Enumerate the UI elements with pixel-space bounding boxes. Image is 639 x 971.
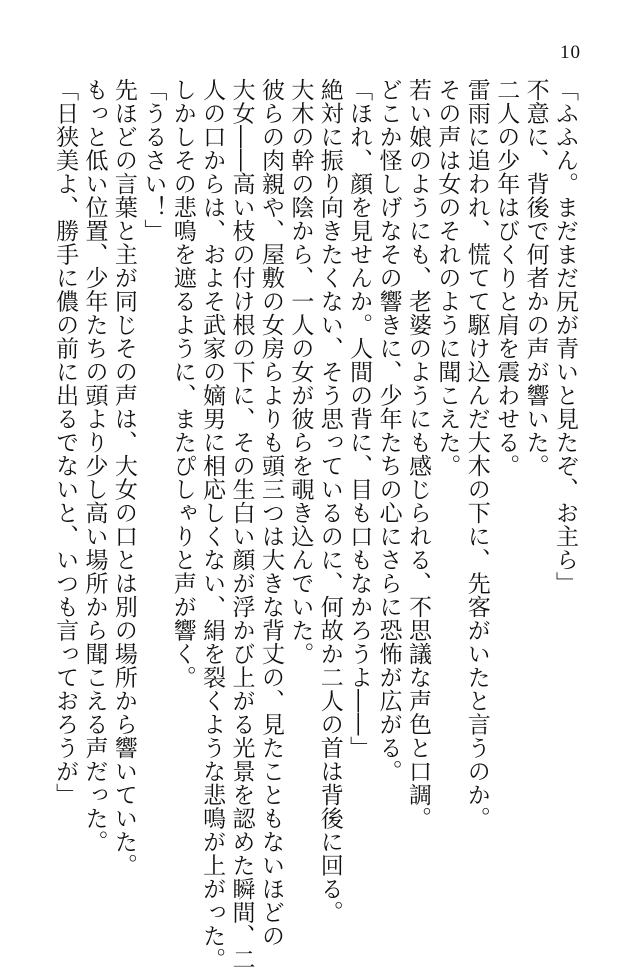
text-line: 「うるさい！」 bbox=[140, 78, 167, 243]
text-line: 雷雨に追われ、慌てて駆け込んだ大木の下に、先客がいたと言うのか。 bbox=[463, 78, 490, 830]
text-line: 「ほれ、顔を見せんか。人間の背に、目も口もなかろうよ――」 bbox=[346, 78, 373, 760]
text-line: 彼らの肉親や、屋敷の女房らよりも頭三つは大きな背丈の、見たこともないほどの bbox=[257, 78, 284, 948]
text-line: しかしその悲鳴を遮るように、またぴしゃりと声が響く。 bbox=[169, 78, 196, 689]
text-line: 大木の幹の陰から、一人の女が彼らを覗き込んでいた。 bbox=[287, 78, 314, 666]
text-line: 大女――高い枝の付け根の下に、その生白い顔が浮かび上がる光景を認めた瞬間、二 bbox=[228, 78, 255, 971]
text-line: 不意に、背後で何者かの声が響いた。 bbox=[522, 78, 549, 478]
text-line: 人の口からは、およそ武家の嫡男に相応しくない、絹を裂くような悲鳴が上がった。 bbox=[199, 78, 226, 971]
text-line: 絶対に振り向きたくない、そう思っているのに、何故か二人の首は背後に回る。 bbox=[316, 78, 343, 924]
text-line: 先ほどの言葉と主が同じその声は、大女の口とは別の場所から響いていた。 bbox=[110, 78, 137, 877]
text-line: 若い娘のようにも、老婆のようにも感じられる、不思議な声色と口調。 bbox=[404, 78, 431, 830]
text-line: 「日狭美よ、勝手に儂の前に出るでないと、いつも言っておろうが」 bbox=[52, 78, 79, 807]
text-line: 二人の少年はびくりと肩を震わせる。 bbox=[493, 78, 520, 478]
text-line: 「ふふん。まだまだ尻が青いと見たぞ、お主ら」 bbox=[552, 78, 578, 595]
text-line: もっと低い位置、少年たちの頭より少し高い場所から聞こえる声だった。 bbox=[81, 78, 108, 854]
text-line: その声は女のそれのように聞こえた。 bbox=[434, 78, 461, 478]
text-line: どこか怪しげなその響きに、少年たちの心にさらに恐怖が広がる。 bbox=[375, 78, 402, 783]
page-number: 10 bbox=[560, 42, 581, 63]
vertical-text-body bbox=[50, 78, 579, 971]
